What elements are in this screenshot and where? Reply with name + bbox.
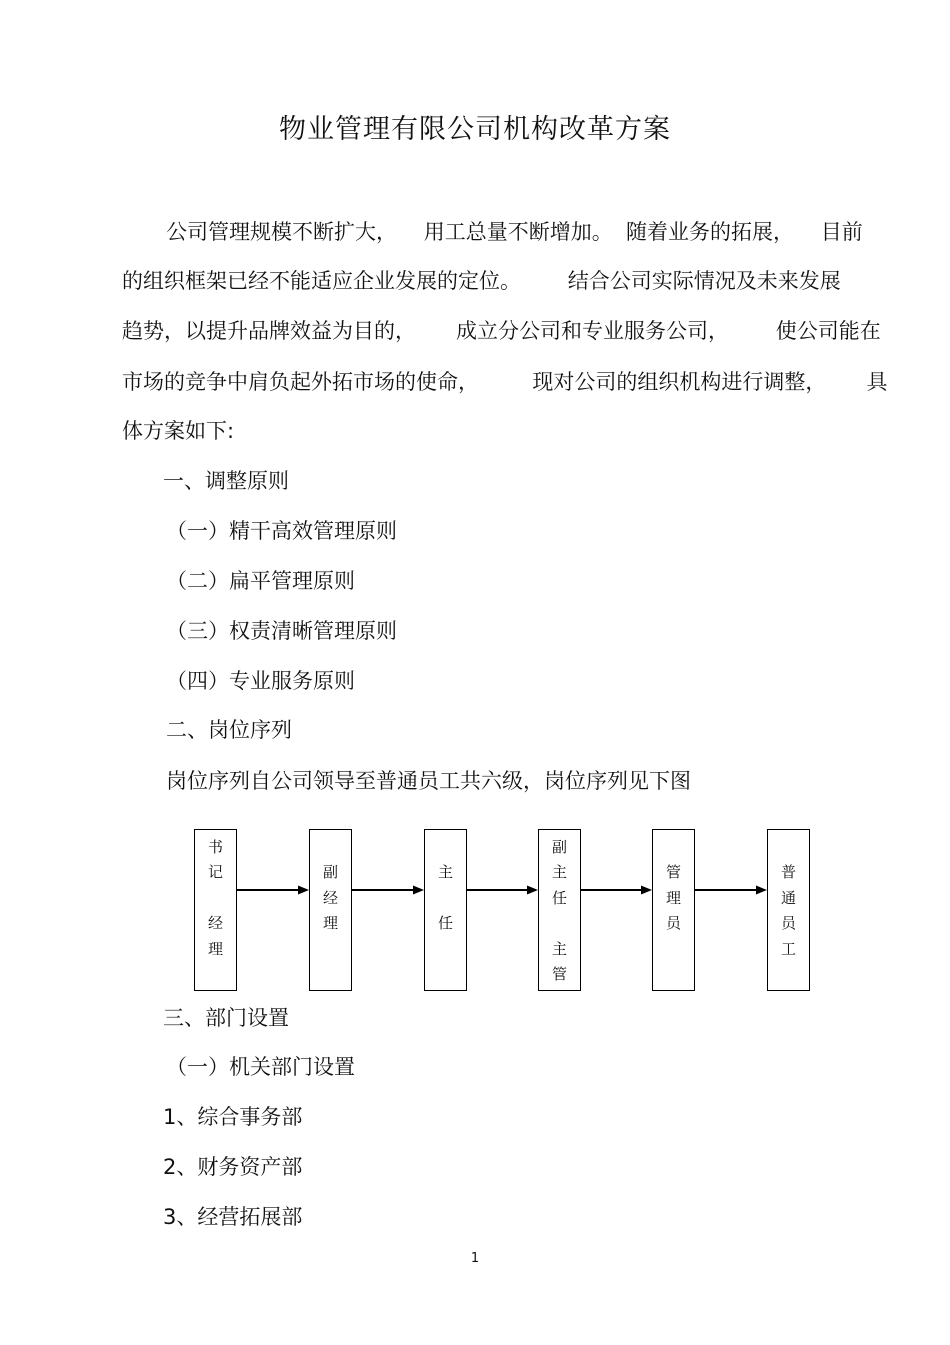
flow-box <box>194 829 237 991</box>
department-item: 2、财务资产部 <box>163 1155 303 1179</box>
flow-box-char: 记 <box>207 863 223 882</box>
flow-box-char: 经 <box>207 914 223 933</box>
flow-box-char: 书 <box>207 838 223 856</box>
section-3-subheading: （一）机关部门设置 <box>166 1055 355 1079</box>
section-3-heading: 三、部门设置 <box>163 1006 289 1030</box>
flow-box-char: 通 <box>780 888 796 907</box>
flow-box-char: 任 <box>551 888 567 907</box>
section-1-item: （三）权责清晰管理原则 <box>166 619 397 643</box>
flow-box-char <box>653 835 694 860</box>
flow-arrow-head <box>756 886 767 895</box>
flow-box-char <box>310 835 351 860</box>
flow-box-char: 理 <box>207 939 223 958</box>
intro-line-2: 的组织框架已经不能适应企业发展的定位。 结合公司实际情况及未来发展 <box>122 269 841 293</box>
flow-box-char <box>425 937 466 962</box>
flow-arrow-head <box>641 886 652 895</box>
flow-box <box>767 829 810 991</box>
department-item: 3、经营拓展部 <box>163 1205 303 1229</box>
flow-box-char <box>425 886 466 911</box>
flow-box-char: 副 <box>551 838 567 856</box>
flow-box-char: 普 <box>780 863 796 882</box>
flow-box-char: 管 <box>665 863 681 882</box>
flow-box-char <box>195 886 236 911</box>
flow-box-char: 管 <box>551 965 567 984</box>
flow-box <box>309 829 352 991</box>
flow-box-char <box>768 835 809 860</box>
flow-box-char: 理 <box>322 914 338 933</box>
flow-box-char <box>653 937 694 962</box>
section-2-heading: 二、岗位序列 <box>166 718 292 742</box>
section-1-item: （四）专业服务原则 <box>166 669 355 693</box>
flow-box-char: 工 <box>780 939 796 958</box>
flow-box <box>424 829 467 991</box>
flow-box-char: 副 <box>322 863 338 882</box>
flow-box-char: 任 <box>437 914 453 933</box>
intro-line-1: 公司管理规模不断扩大， 用工总量不断增加。 随着业务的拓展， 目前 <box>166 220 863 244</box>
page-number: 1 <box>470 1251 480 1266</box>
section-2-text: 岗位序列自公司领导至普通员工共六级，岗位序列见下图 <box>166 769 691 793</box>
section-1-heading: 一、调整原则 <box>163 469 289 493</box>
document-title: 物业管理有限公司机构改革方案 <box>279 114 671 145</box>
intro-line-5: 体方案如下: <box>122 419 235 443</box>
flow-box-char: 理 <box>665 888 681 907</box>
flow-box-char: 员 <box>780 914 796 933</box>
flow-box-char: 经 <box>322 888 338 907</box>
flow-box-char: 员 <box>665 914 681 933</box>
flow-box-char <box>539 911 580 936</box>
flow-box-char <box>425 835 466 860</box>
flow-box <box>538 829 581 991</box>
flow-box-char: 主 <box>437 863 453 882</box>
flow-arrow-head <box>298 886 309 895</box>
section-1-item: （一）精干高效管理原则 <box>166 519 397 543</box>
flow-box <box>652 829 695 991</box>
department-item: 1、综合事务部 <box>163 1105 303 1129</box>
section-1-item: （二）扁平管理原则 <box>166 569 355 593</box>
intro-line-3: 趋势，以提升品牌效益为目的， 成立分公司和专业服务公司， 使公司能在 <box>122 319 881 343</box>
flow-arrow-head <box>413 886 424 895</box>
flow-arrow-head <box>527 886 538 895</box>
intro-line-4: 市场的竞争中肩负起外拓市场的使命， 现对公司的组织机构进行调整， 具 <box>122 370 888 394</box>
flow-box-char: 主 <box>551 863 567 882</box>
flow-box-char <box>310 937 351 962</box>
flow-box-char: 主 <box>551 939 567 958</box>
